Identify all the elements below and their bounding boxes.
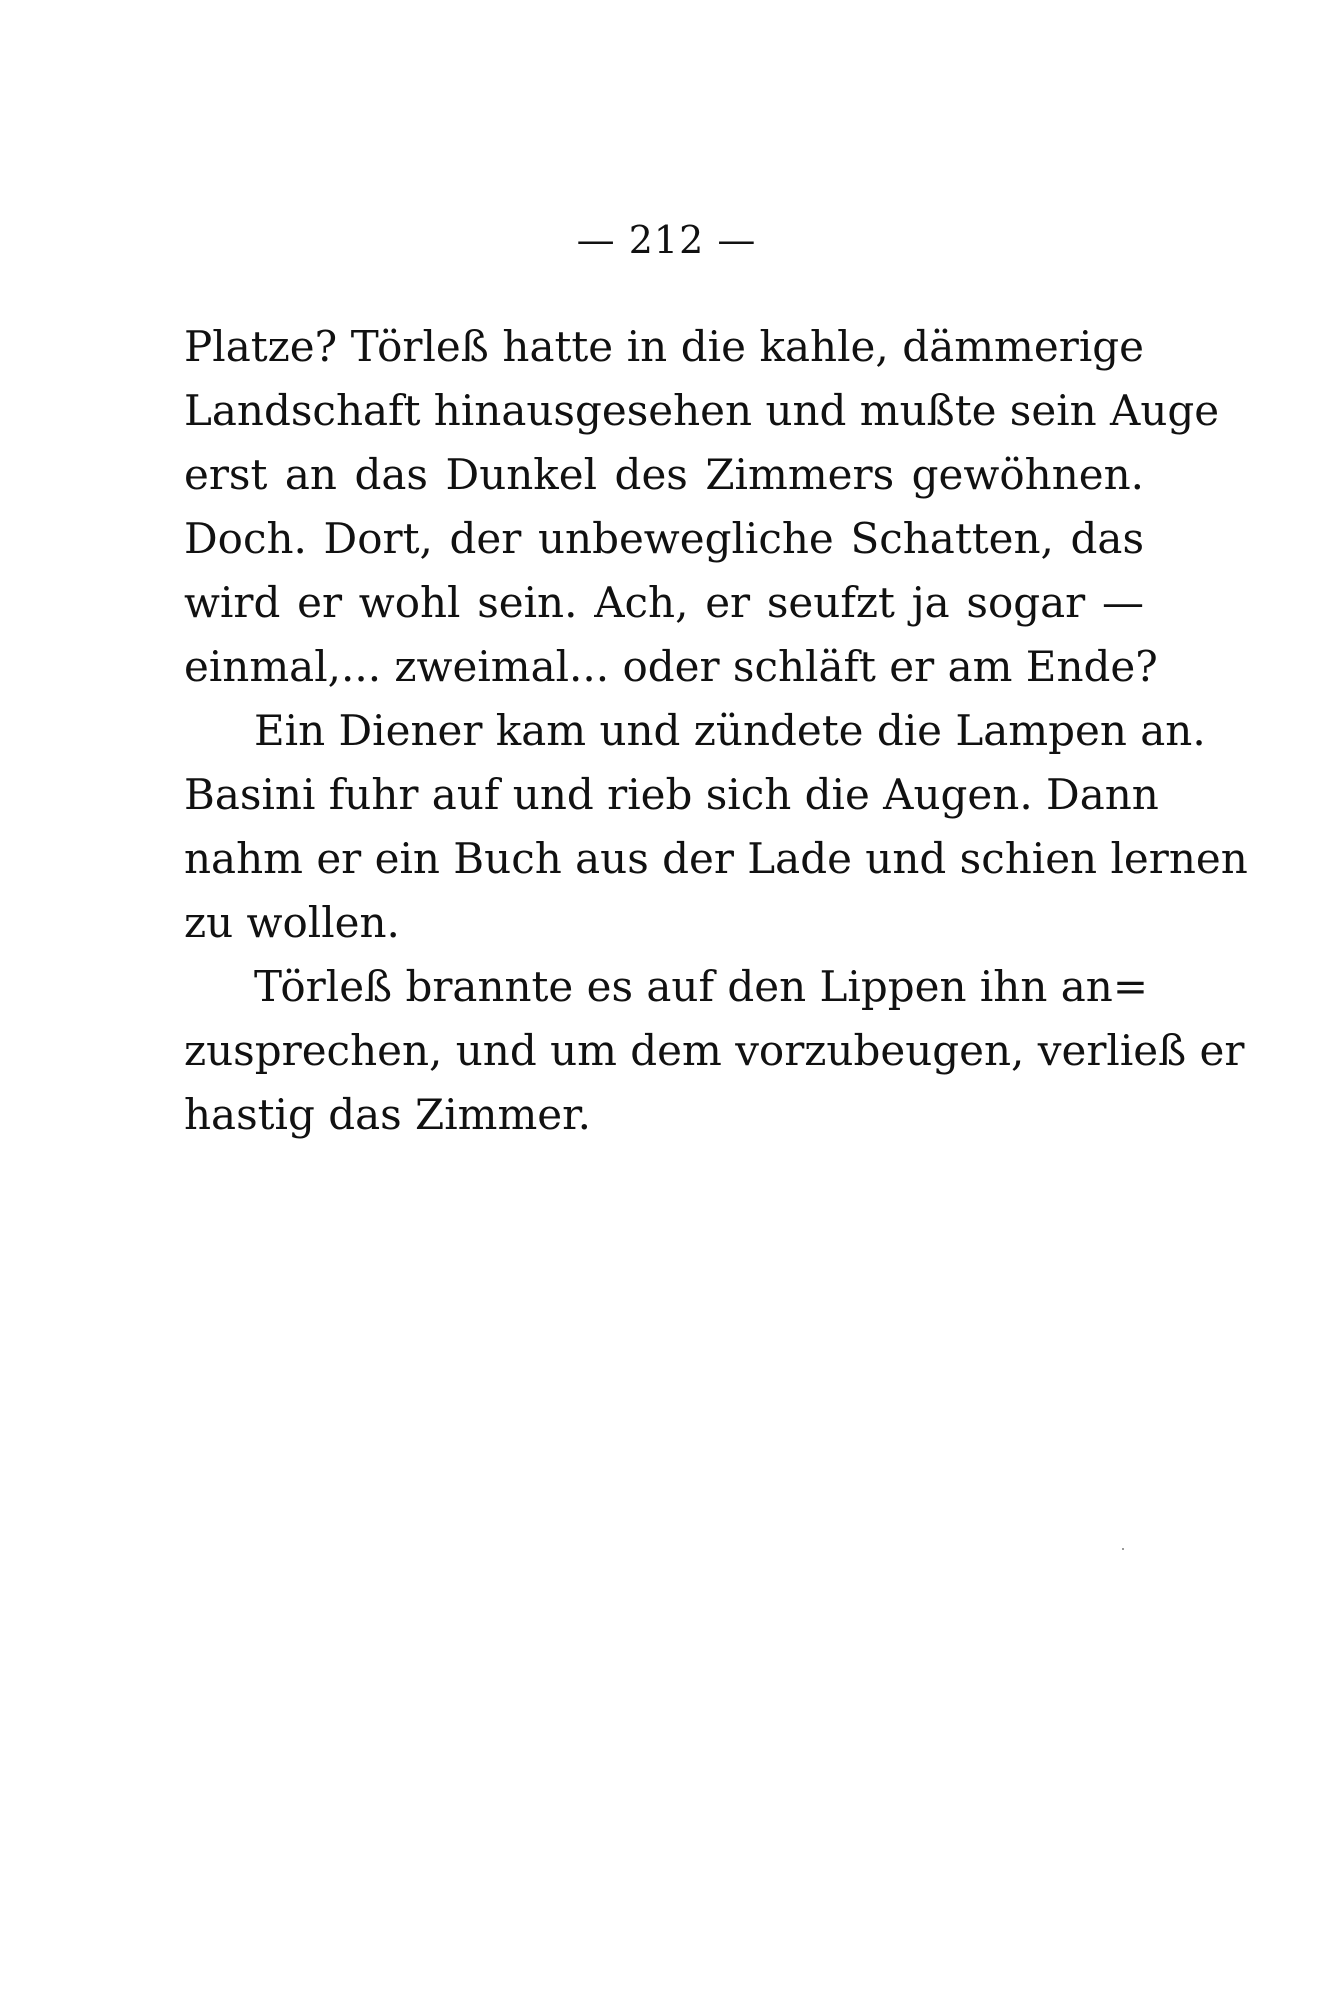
text-line: wird er wohl sein. Ach, er seufzt ja sogar —: [184, 578, 1144, 627]
paragraph-start-line: Ein Diener kam und zündete die Lampen an.: [254, 706, 1206, 755]
text-line: Basini fuhr auf und rieb sich die Augen. Dann: [184, 770, 1159, 819]
text-line: erst an das Dunkel des Zimmers gewöhnen.: [184, 450, 1144, 499]
text-line: zusprechen, und um dem vorzubeugen, verließ er: [184, 1026, 1245, 1075]
text-line: Landschaft hinausgesehen und mußte sein Auge: [184, 386, 1220, 435]
paragraph-start-line: Törleß brannte es auf den Lippen ihn an=: [254, 962, 1149, 1011]
text-line: Doch. Dort, der unbewegliche Schatten, das: [184, 514, 1144, 563]
text-line: einmal,... zweimal... oder schläft er am Ende?: [184, 642, 1158, 691]
page-number: — 212 —: [576, 218, 757, 262]
text-line: zu wollen.: [184, 898, 400, 947]
text-line: nahm er ein Buch aus der Lade und schien lernen: [184, 834, 1248, 883]
text-line: Platze? Törleß hatte in die kahle, dämmerige: [184, 322, 1144, 371]
scan-speck: [1122, 1548, 1124, 1550]
body-text: [184, 315, 1248, 1147]
text-line: hastig das Zimmer.: [184, 1090, 591, 1139]
